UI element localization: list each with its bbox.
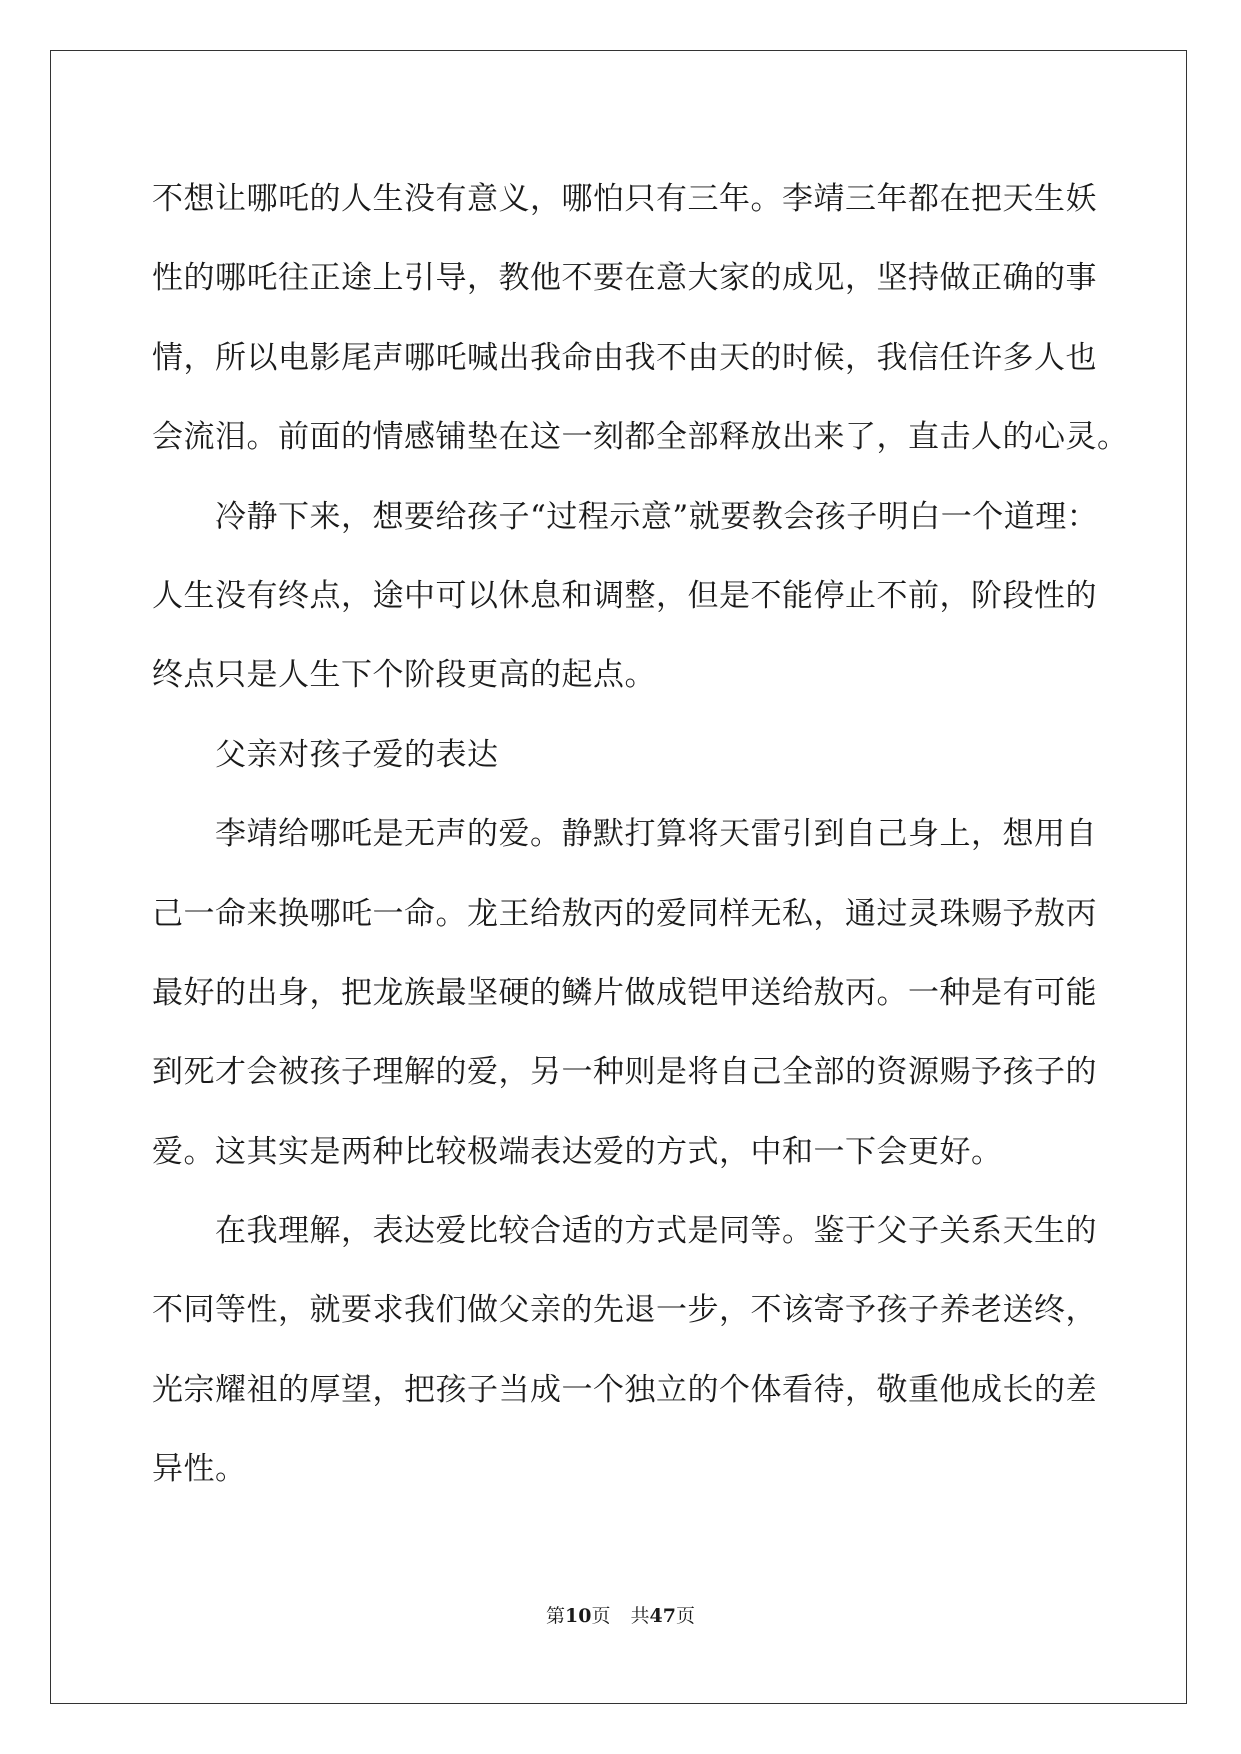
text-line: 不想让哪吒的人生没有意义，哪怕只有三年。李靖三年都在把天生妖 (152, 181, 1097, 217)
page-footer (0, 1604, 1241, 1628)
text-line: 人生没有终点，途中可以休息和调整，但是不能停止不前，阶段性的 (152, 577, 1097, 614)
current-page-number: 10 (565, 1605, 592, 1627)
section-heading: 父亲对孩子爱的表达 (215, 736, 499, 773)
text-line: 不同等性，就要求我们做父亲的先退一步，不该寄予孩子养老送终， (152, 1292, 1097, 1329)
total-prefix: 共 (630, 1605, 650, 1627)
text-line: 到死才会被孩子理解的爱，另一种则是将自己全部的资源赐予孩子的 (152, 1054, 1097, 1091)
text-line: 情，所以电影尾声哪吒喊出我命由我不由天的时候，我信任许多人也 (152, 339, 1097, 376)
paragraph-first-line: 李靖给哪吒是无声的爱。静默打算将天雷引到自己身上，想用自 (215, 816, 1097, 853)
page-prefix: 第 (546, 1605, 566, 1627)
text-line: 光宗耀祖的厚望，把孩子当成一个独立的个体看待，敬重他成长的差 (152, 1371, 1097, 1408)
paragraph-first-line: 在我理解，表达爱比较合适的方式是同等。鉴于父子关系天生的 (215, 1213, 1097, 1250)
text-line: 会流泪。前面的情感铺垫在这一刻都全部释放出来了，直击人的心灵。 (152, 419, 1129, 456)
document-body (152, 160, 1129, 1510)
total-suffix: 页 (675, 1605, 695, 1627)
text-line: 爱。这其实是两种比较极端表达爱的方式，中和一下会更好。 (152, 1133, 1003, 1170)
paragraph-first-line: 冷静下来，想要给孩子“过程示意”就要教会孩子明白一个道理： (215, 498, 1099, 535)
text-line: 终点只是人生下个阶段更高的起点。 (152, 657, 656, 694)
text-line: 己一命来换哪吒一命。龙王给敖丙的爱同样无私，通过灵珠赐予敖丙 (152, 895, 1097, 932)
text-line: 异性。 (152, 1451, 247, 1488)
page-suffix: 页 (591, 1605, 611, 1627)
total-page-number: 47 (649, 1605, 676, 1627)
text-line: 性的哪吒往正途上引导，教他不要在意大家的成见，坚持做正确的事 (152, 260, 1097, 297)
text-line: 最好的出身，把龙族最坚硬的鳞片做成铠甲送给敖丙。一种是有可能 (152, 974, 1097, 1011)
